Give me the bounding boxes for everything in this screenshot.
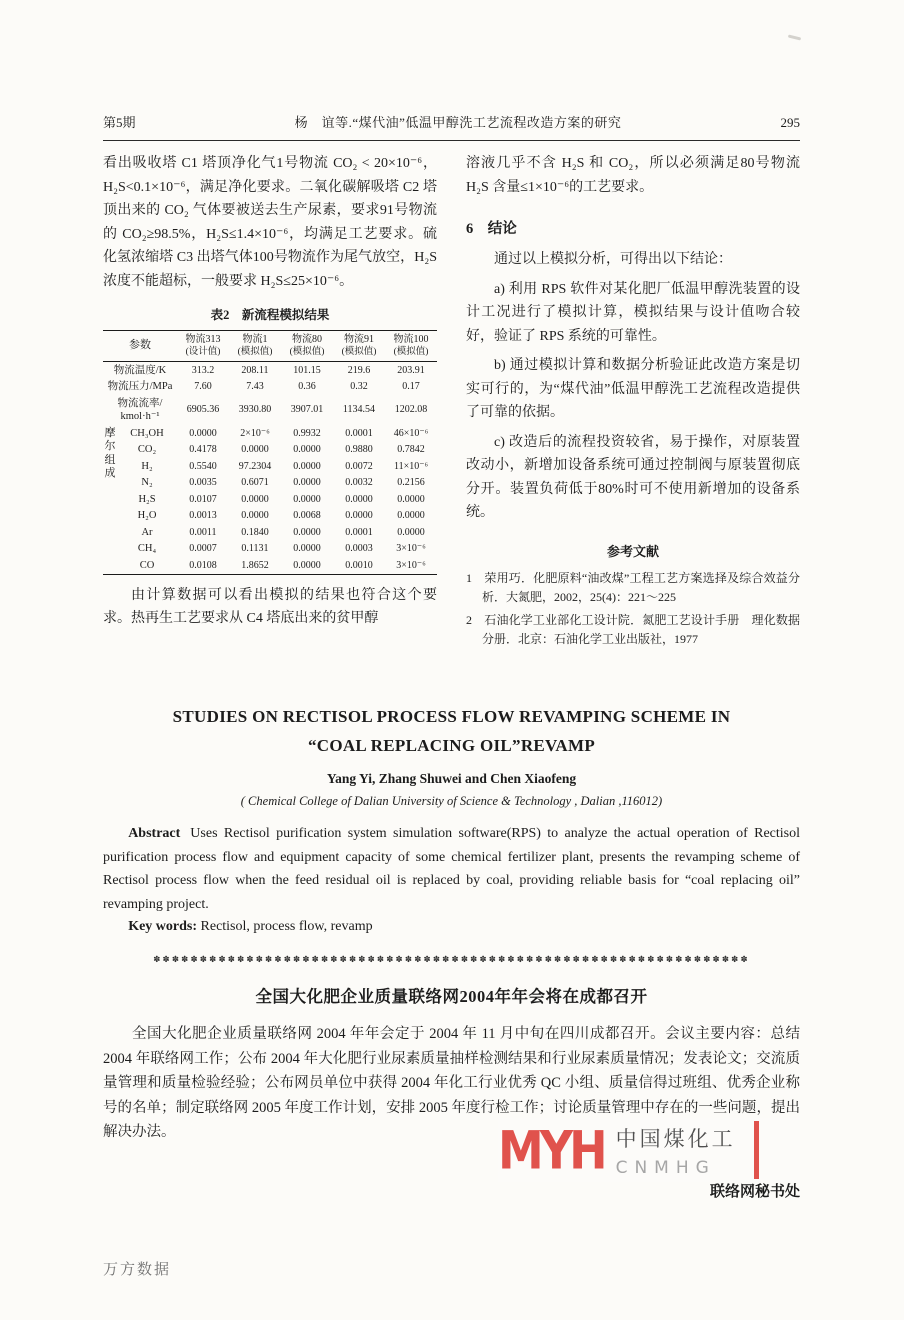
table-cell: 3×10⁻⁶ (396, 559, 426, 571)
mole-fraction-group-label: 摩 尔 组 成 (104, 426, 116, 479)
table-cell: 0.6071 (241, 477, 269, 488)
keywords-label: Key words: (128, 919, 198, 934)
table-caption: 表2 新流程模拟结果 (210, 308, 330, 322)
table-cell: 0.0000 (345, 510, 373, 521)
english-title-line1: STUDIES ON RECTISOL PROCESS FLOW REVAMPING SCHEME IN (172, 707, 731, 726)
table-cell: 0.0000 (397, 526, 425, 538)
conclusion-item-b: b) 通过模拟计算和数据分析验证此改造方案是切实可行的，为“煤代油”低温甲醇洗工艺流程改造提供了可靠的依据。 (466, 358, 800, 420)
table-cell: 1.8652 (241, 559, 269, 571)
table-cell: 0.0000 (241, 510, 269, 521)
simulation-results-table (103, 330, 437, 575)
english-authors: Yang Yi, Zhang Shuwei and Chen Xiaofeng (326, 771, 577, 786)
table-cell: 0.17 (402, 381, 420, 392)
species-label: CH₃OH (130, 427, 164, 439)
two-column-body (103, 152, 800, 653)
reference-item: 2 石油化学工业部化工设计院．氮肥工艺设计手册 理化数据分册．北京：石油化学工业出版社，1977 (466, 612, 800, 646)
section-heading-conclusion: 6 结论 (466, 221, 517, 237)
conclusion-item-c: c) 改造后的流程投资较省，易于操作，对原装置改动小，新增加设备系统可通过控制阀与原装置彻底分开。装置负荷低于80%时可不使用新增加的设备系统。 (466, 434, 800, 520)
species-label: CO₂ (137, 444, 157, 455)
table-cell: 0.0007 (189, 543, 217, 554)
table-cell: 0.7842 (397, 444, 425, 455)
table-row (103, 508, 437, 525)
table-row (103, 491, 437, 508)
table-cell: 1134.54 (342, 404, 376, 416)
table-cell: 0.0000 (293, 543, 321, 554)
table-cell: 0.1131 (241, 543, 269, 554)
page-number: 295 (780, 115, 800, 130)
table-cell: 0.0000 (293, 444, 321, 455)
stream-column-header: 物流100 (模拟值) (393, 333, 429, 357)
table-cell: 1202.08 (394, 404, 428, 416)
abstract-text: Uses Rectisol purification system simulation software(RPS) to analyze the actual operation of Rectisol purification process flow and equipment capacity of some chemical fertilizer plant, presents the revamping scheme of Rectisol process flow when the feed residual oil is replaced by coal, providing reliable basis for “coal replacing oil” revamping project. (103, 826, 800, 912)
watermark-text-block (616, 1123, 736, 1178)
table-cell: 0.0000 (241, 493, 269, 505)
running-title: 杨 谊等.“煤代油”低温甲醇洗工艺流程改造方案的研究 (294, 115, 622, 130)
news-title: 全国大化肥企业质量联络网2004年年会将在成都召开 (255, 987, 648, 1006)
table-cell: 0.36 (298, 381, 316, 392)
news-signature: 联络网秘书处 (709, 1184, 800, 1200)
table-cell: 0.0001 (345, 427, 373, 439)
references-heading: 参考文献 (606, 543, 659, 559)
table-cell: 0.32 (350, 381, 368, 392)
species-label: N₂ (141, 477, 153, 488)
row-label: 物流温度/K (113, 364, 167, 376)
table-cell: 0.0001 (345, 526, 373, 538)
issue-number: 第5期 (103, 115, 136, 130)
table-cell: 0.5540 (189, 460, 217, 472)
table-cell: 0.0108 (189, 559, 217, 571)
table-cell: 46×10⁻⁶ (393, 427, 429, 439)
table-cell: 0.0072 (345, 460, 373, 472)
table-cell: 0.4178 (189, 444, 217, 455)
table-cell: 0.0000 (189, 427, 217, 439)
table-row (103, 524, 437, 541)
table-cell: 3907.01 (290, 404, 324, 416)
table-cell: 219.6 (347, 364, 371, 376)
table-cell: 208.11 (241, 364, 269, 376)
table-row (103, 395, 437, 425)
species-label: Ar (141, 526, 153, 538)
table-cell: 0.2156 (397, 477, 425, 488)
conclusion-intro: 通过以上模拟分析，可得出以下结论： (494, 252, 732, 267)
table-cell: 0.0010 (345, 559, 373, 571)
body-paragraph: 溶液几乎不含 H₂S 和 CO₂，所以必须满足80号物流 H₂S 含量≤1×10⁻⁶的工艺要求。 (466, 156, 800, 195)
table-cell: 101.15 (293, 364, 321, 376)
table-cell: 11×10⁻⁶ (393, 460, 429, 472)
wanfang-data-mark: 万方数据 (103, 1262, 172, 1278)
table-cell: 0.0000 (293, 477, 321, 488)
table-cell: 0.9880 (345, 444, 373, 455)
scan-artifact (788, 34, 801, 40)
english-title-line2: “COAL REPLACING OIL”REVAMP (307, 736, 596, 755)
table-row (103, 442, 437, 459)
table-cell: 97.2304 (238, 460, 272, 472)
table-cell: 0.0011 (189, 526, 217, 538)
table-cell: 0.1840 (241, 526, 269, 538)
table-cell: 0.0000 (397, 493, 425, 505)
cnmhg-logo-icon: MYH (498, 1118, 604, 1182)
table-cell: 3930.80 (238, 404, 272, 416)
table-cell: 203.91 (397, 364, 425, 376)
table-cell: 0.9932 (293, 427, 321, 439)
ornamental-divider: ✽✽✽✽✽✽✽✽✽✽✽✽✽✽✽✽✽✽✽✽✽✽✽✽✽✽✽✽✽✽✽✽✽✽✽✽✽✽✽✽✽✽✽✽✽✽✽✽✽✽✽✽✽✽✽✽✽✽✽✽✽✽✽✽ (153, 955, 750, 965)
table-cell: 3×10⁻⁶ (396, 543, 426, 554)
news-body: 全国大化肥企业质量联络网 2004 年年会定于 2004 年 11 月中旬在四川成都召开。会议主要内容：总结 2004 年联络网工作；公布 2004 年大化肥行业尿素质量抽样检测结果和行业尿素质量情况；发表论文；交流质量管理和质量检验经验；公布网员单位中获得 2004 年化工行业优秀 QC 小组、质量信得过班组、优秀企业称号的名单；制定联络网 2005 年度工作计划，安排 2005 年度行检工作；讨论质量管理中存在的一些问题，提出解决办法。 (103, 1026, 800, 1140)
table-cell: 0.0000 (345, 493, 373, 505)
english-keywords (103, 919, 800, 935)
stream-column-header: 物流91 (模拟值) (341, 333, 377, 357)
stream-column-header: 物流313 (设计值) (185, 333, 221, 357)
english-abstract (103, 822, 800, 916)
table-row (103, 541, 437, 558)
row-label: 物流压力/MPa (107, 381, 173, 392)
table-cell: 7.43 (246, 381, 264, 392)
table-cell: 0.0000 (241, 444, 269, 455)
table-row (103, 425, 437, 442)
reference-item: 1 荣用巧．化肥原料“油改煤”工程工艺方案选择及综合效益分析．大氮肥，2002，25(4)：221～225 (466, 570, 800, 604)
param-column-header: 参数 (129, 339, 151, 352)
table-row (103, 379, 437, 396)
stream-column-header: 物流80 (模拟值) (289, 333, 325, 357)
table-cell: 0.0013 (189, 510, 217, 521)
table-cell: 0.0000 (293, 526, 321, 538)
keywords-text: Rectisol, process flow, revamp (200, 919, 373, 934)
table-cell: 0.0035 (189, 477, 217, 488)
table-row (103, 458, 437, 475)
table-cell: 0.0000 (293, 460, 321, 472)
table-cell: 0.0000 (397, 510, 425, 521)
abstract-label: Abstract (128, 826, 181, 841)
table-row (103, 362, 437, 379)
table-cell: 0.0107 (189, 493, 217, 505)
body-paragraph: 看出吸收塔 C1 塔顶净化气1号物流 CO₂ < 20×10⁻⁶，H₂S<0.1×10⁻⁶，满足净化要求。二氧化碳解吸塔 C2 塔顶出来的 CO₂ 气体要被送去生产尿素，要求91号物流的 CO₂≥98.5%，H₂S≤1.4×10⁻⁶，均满足工艺要求。硫化氢浓缩塔 C3 出塔气体100号物流作为尾气放空，H₂S 浓度不能超标，一般要求 H₂S≤25×10⁻⁶。 (103, 156, 437, 289)
cnmhg-watermark (498, 1118, 800, 1182)
english-affiliation: ( Chemical College of Dalian University of Science & Technology , Dalian ,116012) (240, 794, 663, 808)
species-label: H₂O (137, 510, 157, 521)
table-row (103, 557, 437, 574)
table-cell: 6905.36 (186, 404, 220, 416)
left-column (103, 152, 437, 653)
body-paragraph: 由计算数据可以看出模拟的结果也符合这个要求。热再生工艺要求从 C4 塔底出来的贫甲醇 (103, 587, 437, 626)
table-header-row (103, 331, 437, 362)
table-cell: 313.2 (191, 364, 215, 376)
table-cell: 0.0000 (293, 559, 321, 571)
row-label: 物流流率/ kmol·h⁻¹ (117, 397, 163, 422)
english-abstract-section (103, 702, 800, 935)
table-body (103, 362, 437, 575)
conclusion-item-a: a) 利用 RPS 软件对某化肥厂低温甲醇洗装置的设计工况进行了模拟计算，模拟结果与设计值吻合较好，验证了 RPS 系统的可靠性。 (466, 281, 800, 344)
table-row (103, 475, 437, 492)
species-label: H₂S (138, 493, 156, 505)
watermark-brand-en: CNMHG (615, 1157, 716, 1178)
watermark-red-bar (754, 1121, 759, 1179)
table-cell: 0.0068 (293, 510, 321, 521)
table-cell: 0.0003 (345, 543, 373, 554)
table-cell: 0.0032 (345, 477, 373, 488)
species-label: CO (139, 559, 155, 571)
table-cell: 2×10⁻⁶ (240, 427, 270, 439)
watermark-brand-cn: 中国煤化工 (615, 1126, 736, 1151)
stream-column-header: 物流1 (模拟值) (237, 333, 273, 357)
right-column (466, 152, 800, 653)
species-label: H₂ (141, 460, 153, 472)
table-cell: 7.60 (194, 381, 212, 392)
table-cell: 0.0000 (293, 493, 321, 505)
species-label: CH₄ (137, 543, 157, 554)
page-header (103, 112, 800, 141)
